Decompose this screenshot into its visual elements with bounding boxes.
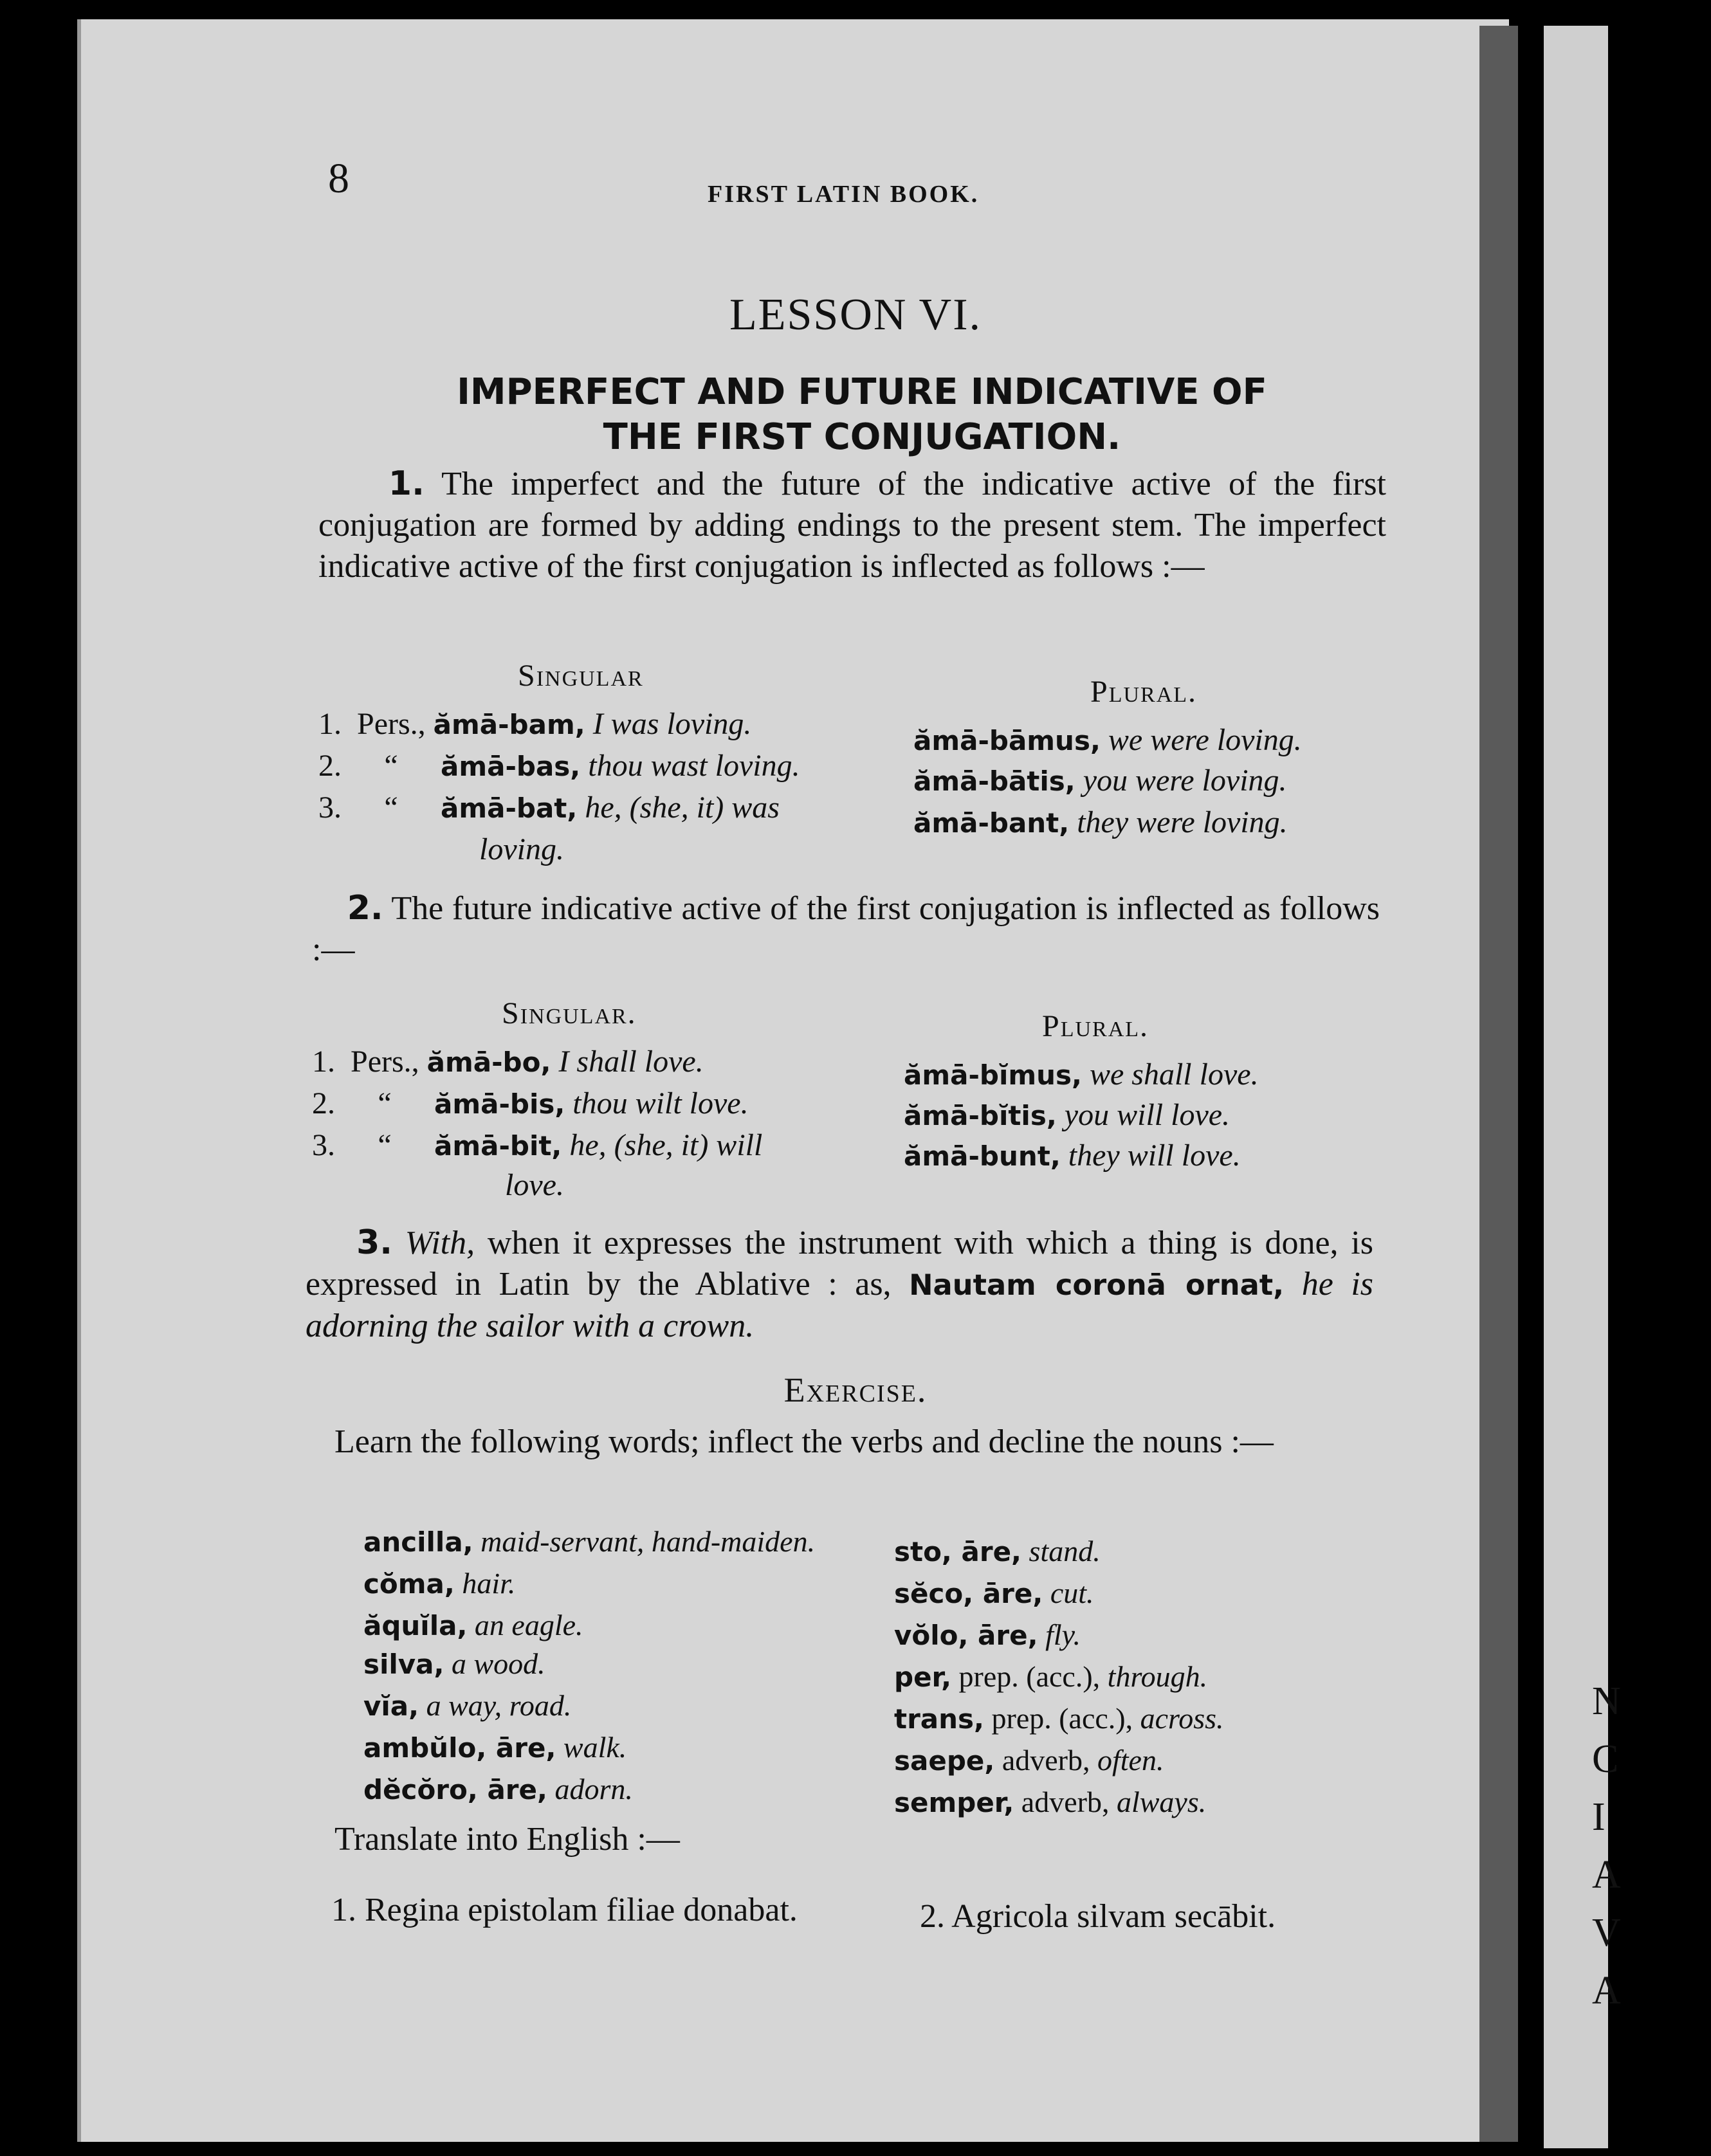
row-number: 2. bbox=[312, 1086, 335, 1120]
vocab-item bbox=[363, 1727, 627, 1769]
person-label: Pers., bbox=[357, 707, 426, 741]
latin-word: vŏlo, āre, bbox=[894, 1620, 1038, 1651]
table-row bbox=[312, 1126, 762, 1166]
plural-header: Plural. bbox=[1042, 1009, 1149, 1043]
row-number: 2. bbox=[318, 749, 342, 783]
row-number: 3. bbox=[318, 790, 342, 825]
english-gloss: I shall love. bbox=[558, 1045, 704, 1079]
english-gloss: they will love. bbox=[1068, 1138, 1241, 1173]
english-gloss: I was loving. bbox=[592, 707, 752, 741]
fragment: V bbox=[1592, 1911, 1621, 1955]
table-row bbox=[318, 746, 800, 787]
vocab-item bbox=[363, 1605, 583, 1647]
table-row bbox=[904, 1136, 1241, 1176]
emphasized-word: With, bbox=[405, 1225, 475, 1261]
sentence-number: 1. bbox=[331, 1892, 356, 1928]
table-row bbox=[904, 1055, 1259, 1095]
english-meaning: across. bbox=[1140, 1702, 1224, 1735]
english-meaning: adorn. bbox=[554, 1773, 633, 1805]
paragraph-3 bbox=[306, 1222, 1373, 1347]
paragraph-text: The imperfect and the future of the indicative active of the first conjugation are formed by adding endings to the present stem. The imperfect indicative active of the first conjugation is inflected as follows :— bbox=[318, 466, 1387, 585]
part-of-speech: adverb, bbox=[1002, 1744, 1090, 1777]
part-of-speech: adverb, bbox=[1021, 1786, 1110, 1818]
table-row bbox=[318, 788, 780, 828]
vocab-item bbox=[363, 1685, 571, 1727]
english-meaning: an eagle. bbox=[474, 1609, 583, 1641]
vocab-item bbox=[894, 1531, 1101, 1573]
english-meaning: a way, road. bbox=[426, 1689, 572, 1722]
latin-word: saepe, bbox=[894, 1745, 995, 1777]
row-number: 1. bbox=[312, 1045, 335, 1079]
english-meaning: often. bbox=[1097, 1744, 1164, 1777]
english-gloss: he, (she, it) will bbox=[569, 1128, 763, 1162]
row-number: 1. bbox=[318, 707, 342, 741]
vocab-item bbox=[894, 1614, 1081, 1656]
fragment: N bbox=[1592, 1679, 1621, 1723]
vocab-item bbox=[894, 1740, 1164, 1782]
english-gloss: you were loving. bbox=[1083, 763, 1287, 798]
adjacent-page-fragments bbox=[1592, 1672, 1621, 2020]
latin-form: ămā-bĭtis, bbox=[904, 1100, 1057, 1131]
latin-example: Nautam coronā ornat, bbox=[909, 1268, 1285, 1302]
latin-word: ambŭlo, āre, bbox=[363, 1732, 556, 1764]
vocab-item bbox=[363, 1643, 545, 1685]
vocab-item bbox=[894, 1656, 1207, 1698]
plural-header: Plural. bbox=[1090, 675, 1198, 709]
latin-word: ancilla, bbox=[363, 1526, 473, 1558]
english-meaning: fly. bbox=[1045, 1618, 1081, 1651]
english-gloss: we were loving. bbox=[1108, 723, 1302, 757]
latin-form: ămā-bo, bbox=[426, 1046, 551, 1078]
english-meaning: cut. bbox=[1050, 1576, 1094, 1609]
table-row bbox=[913, 803, 1288, 843]
english-meaning: always. bbox=[1116, 1786, 1207, 1818]
english-meaning: through. bbox=[1107, 1660, 1208, 1693]
english-gloss: they were loving. bbox=[1077, 805, 1288, 839]
latin-word: cŏma, bbox=[363, 1568, 455, 1600]
singular-header: Singular. bbox=[502, 996, 637, 1030]
lesson-title: LESSON VI. bbox=[729, 290, 982, 340]
table-row bbox=[913, 761, 1287, 801]
paragraph-4 bbox=[301, 1421, 1369, 1463]
english-meaning: stand. bbox=[1029, 1535, 1101, 1567]
paragraph-text: when it expresses the instrument with which a thing is done, is expressed in Latin by the Ablative : as, bbox=[306, 1225, 1373, 1302]
latin-word: sĕco, āre, bbox=[894, 1578, 1043, 1609]
sentence-text: Regina epistolam filiae donabat. bbox=[365, 1892, 798, 1928]
latin-word: silva, bbox=[363, 1649, 444, 1680]
subtitle-line-1: IMPERFECT AND FUTURE INDICATIVE OF bbox=[457, 371, 1267, 413]
running-head: FIRST LATIN BOOK. bbox=[708, 181, 980, 208]
latin-form: ămā-bam, bbox=[433, 709, 585, 740]
table-row bbox=[312, 1042, 704, 1083]
english-gloss: you will love. bbox=[1064, 1098, 1231, 1132]
table-row bbox=[312, 1084, 749, 1124]
latin-word: semper, bbox=[894, 1787, 1014, 1818]
table-row bbox=[318, 704, 751, 745]
singular-header: Singular bbox=[518, 659, 644, 693]
exercise-title: Exercise. bbox=[783, 1371, 928, 1409]
latin-word: dĕcŏro, āre, bbox=[363, 1774, 547, 1805]
english-gloss: thou wilt love. bbox=[572, 1086, 749, 1120]
row-number: 3. bbox=[312, 1128, 335, 1162]
latin-form: ămā-bas, bbox=[441, 751, 581, 782]
paragraph-number: 2. bbox=[347, 889, 383, 927]
exercise-sentence bbox=[331, 1891, 798, 1929]
part-of-speech: prep. (acc.), bbox=[991, 1702, 1133, 1735]
ditto-mark: “ bbox=[384, 749, 398, 783]
table-row bbox=[913, 720, 1302, 761]
english-gloss: he, (she, it) was bbox=[585, 790, 780, 825]
page-number: 8 bbox=[328, 155, 349, 202]
english-meaning: hair. bbox=[462, 1567, 516, 1600]
paragraph-2 bbox=[312, 888, 1380, 971]
ditto-mark: “ bbox=[384, 790, 398, 825]
english-gloss: we shall love. bbox=[1089, 1057, 1259, 1092]
ditto-mark: “ bbox=[378, 1128, 392, 1162]
vocab-item bbox=[894, 1782, 1206, 1823]
english-meaning: walk. bbox=[563, 1731, 627, 1764]
part-of-speech: prep. (acc.), bbox=[958, 1660, 1101, 1693]
latin-form: ămā-bāmus, bbox=[913, 725, 1101, 756]
fragment: C bbox=[1592, 1737, 1619, 1781]
latin-form: ămā-bat, bbox=[441, 792, 578, 824]
person-label: Pers., bbox=[351, 1045, 419, 1079]
fragment: A bbox=[1592, 1853, 1621, 1897]
latin-form: ămā-bĭmus, bbox=[904, 1059, 1082, 1091]
latin-word: per, bbox=[894, 1661, 952, 1693]
fragment: A bbox=[1592, 1969, 1621, 2013]
latin-form: ămā-bātis, bbox=[913, 765, 1075, 797]
latin-form: ămā-bit, bbox=[434, 1130, 562, 1162]
page-gutter bbox=[1479, 26, 1518, 2142]
fragment: I bbox=[1592, 1795, 1606, 1839]
english-gloss-continued: love. bbox=[505, 1168, 564, 1202]
exercise-sentence bbox=[920, 1897, 1276, 1935]
latin-word: ăquĭla, bbox=[363, 1610, 468, 1641]
sentence-number: 2. bbox=[920, 1898, 945, 1935]
vocab-item bbox=[363, 1563, 515, 1605]
english-gloss: thou wast loving. bbox=[588, 749, 800, 783]
sentence-text: Agricola silvam secābit. bbox=[951, 1898, 1276, 1935]
latin-form: ămā-bis, bbox=[434, 1088, 565, 1120]
lesson-subtitle bbox=[360, 370, 1364, 460]
translate-heading: Translate into English :— bbox=[334, 1821, 680, 1858]
english-example: he is adorning the sailor with a crown. bbox=[306, 1266, 1374, 1344]
ditto-mark: “ bbox=[378, 1086, 392, 1120]
vocab-item bbox=[363, 1521, 815, 1563]
latin-form: ămā-bunt, bbox=[904, 1140, 1061, 1172]
latin-word: sto, āre, bbox=[894, 1536, 1022, 1567]
latin-word: trans, bbox=[894, 1703, 984, 1735]
paragraph-text: Learn the following words; inflect the verbs and decline the nouns :— bbox=[334, 1423, 1274, 1460]
paragraph-1 bbox=[318, 463, 1386, 587]
paragraph-number: 3. bbox=[356, 1223, 392, 1262]
english-meaning: maid-servant, hand-maiden. bbox=[480, 1525, 816, 1558]
paragraph-number: 1. bbox=[388, 464, 425, 503]
vocab-item bbox=[363, 1769, 633, 1811]
table-row bbox=[904, 1095, 1230, 1136]
subtitle-line-2: THE FIRST CONJUGATION. bbox=[603, 416, 1121, 458]
vocab-item bbox=[894, 1698, 1224, 1740]
english-meaning: a wood. bbox=[451, 1647, 545, 1680]
paragraph-text: The future indicative active of the first conjugation is inflected as follows :— bbox=[312, 890, 1380, 968]
english-gloss-continued: loving. bbox=[479, 832, 564, 866]
vocab-item bbox=[894, 1573, 1094, 1614]
latin-word: vĭa, bbox=[363, 1690, 419, 1722]
latin-form: ămā-bant, bbox=[913, 807, 1070, 839]
